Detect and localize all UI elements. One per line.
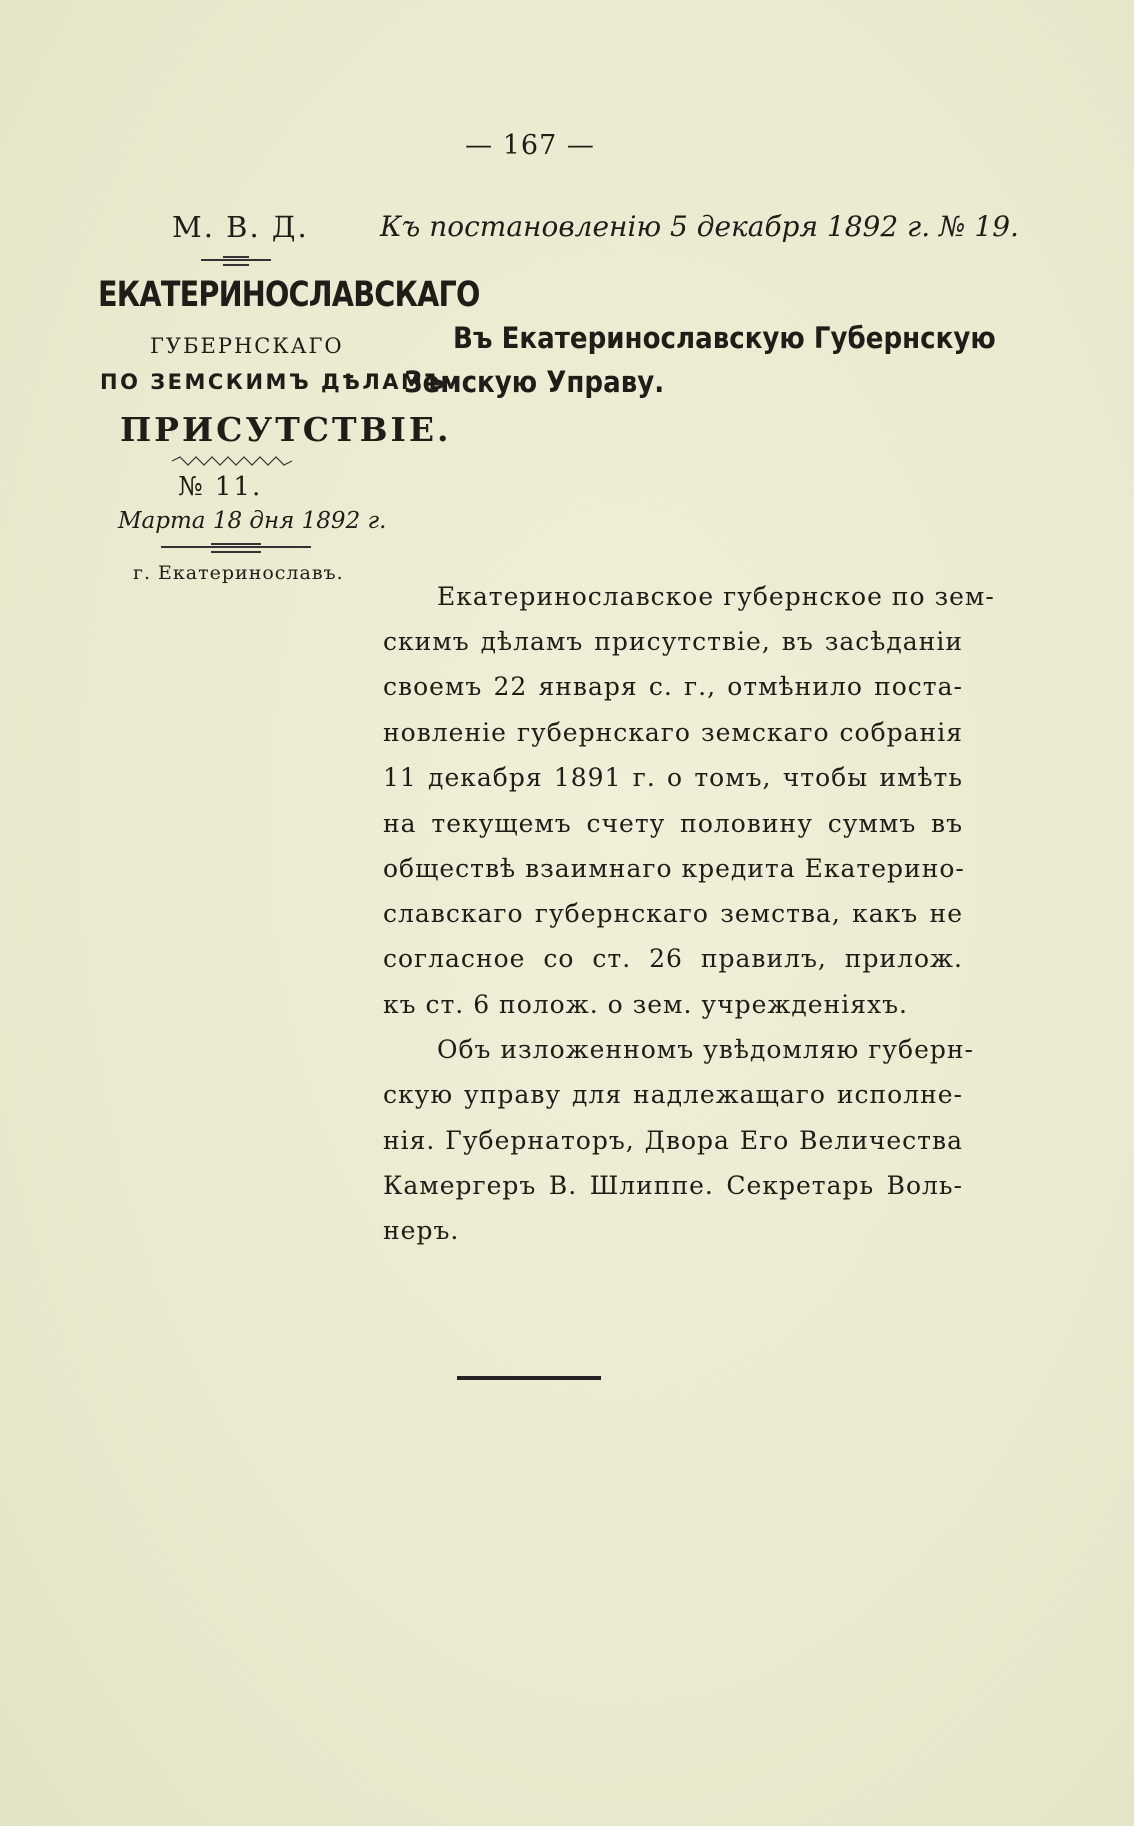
body-line: Екатеринославское губернское по зем- <box>437 582 995 611</box>
body-line: согласное со ст. 26 правилъ, прилож. <box>383 944 963 973</box>
ornament-divider <box>201 259 271 264</box>
body-line: обществѣ взаимнаго кредита Екатерино- <box>383 854 965 883</box>
body-line: на текущемъ счету половину суммъ въ <box>383 809 963 838</box>
letter-number: № 11. <box>178 472 263 502</box>
body-line: къ ст. 6 полож. о зем. учрежденіяхъ. <box>383 990 908 1019</box>
body-line: скимъ дѣламъ присутствіе, въ засѣданіи <box>383 627 963 656</box>
sender-office: ЕКАТЕРИНОСЛАВСКАГО <box>98 275 480 315</box>
page-number: — 167 — <box>465 130 595 161</box>
body-line: неръ. <box>383 1216 460 1245</box>
addressee-line-1: Въ Екатеринославскую Губернскую <box>453 321 996 355</box>
sender-pris: ПРИСУТСТВІЕ. <box>120 410 452 449</box>
end-rule <box>457 1376 601 1380</box>
letter-date: Марта 18 дня 1892 г. <box>118 508 387 534</box>
sender-zem: ПО ЗЕМСКИМЪ ДѢЛАМЪ <box>100 370 447 394</box>
resolution-reference: Къ постановленію 5 декабря 1892 г. № 19. <box>380 210 1019 243</box>
sender-gub: ГУБЕРНСКАГО <box>150 334 344 358</box>
body-line: скую управу для надлежащаго исполне- <box>383 1080 963 1109</box>
body-line: новленіе губернскаго земскаго собранія <box>383 718 963 747</box>
body-line: нія. Губернаторъ, Двора Его Величества <box>383 1126 963 1155</box>
wavy-ornament <box>172 456 292 466</box>
body-line: Объ изложенномъ увѣдомляю губерн- <box>437 1035 974 1064</box>
ministry-label: М. В. Д. <box>172 210 309 244</box>
body-line: своемъ 22 января с. г., отмѣнило поста- <box>383 672 963 701</box>
letter-place: г. Екатеринославъ. <box>133 562 344 584</box>
body-line: славскаго губернскаго земства, какъ не <box>383 899 963 928</box>
ornament-divider-long <box>161 546 311 551</box>
addressee-line-2: Земскую Управу. <box>404 365 665 399</box>
body-line: 11 декабря 1891 г. о томъ, чтобы имѣть <box>383 763 963 792</box>
body-line: Камергеръ В. Шлиппе. Секретарь Воль- <box>383 1171 963 1200</box>
